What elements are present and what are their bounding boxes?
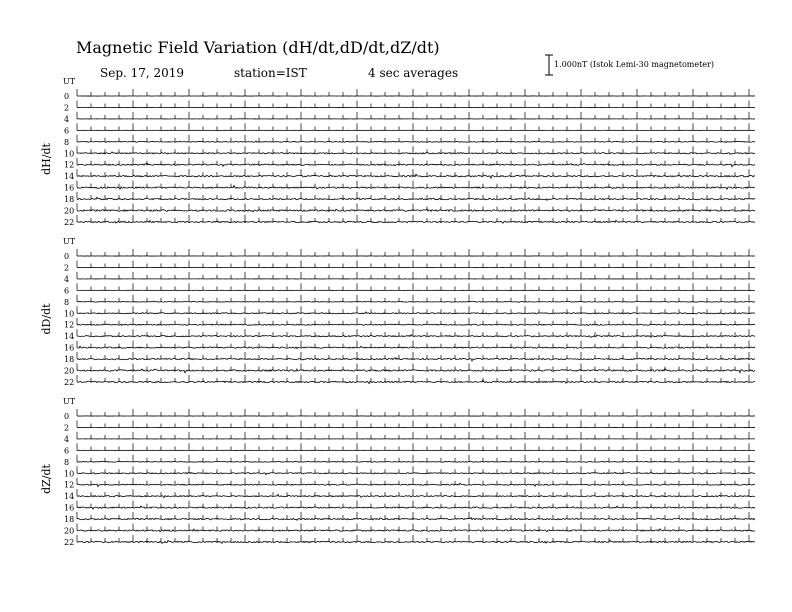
- hour-label: 12: [64, 160, 75, 170]
- averaging-label: 4 sec averages: [368, 66, 459, 80]
- hour-label: 4: [64, 274, 70, 284]
- time-ticks: [77, 501, 749, 508]
- chart-title: Magnetic Field Variation (dH/dt,dD/dt,dZ/dt): [76, 38, 440, 57]
- ut-label: UT: [63, 237, 76, 246]
- time-ticks: [77, 272, 749, 279]
- time-ticks: [77, 295, 749, 302]
- time-ticks: [77, 432, 749, 439]
- date-label: Sep. 17, 2019: [100, 66, 185, 80]
- ut-label: UT: [63, 77, 76, 86]
- time-ticks: [77, 443, 749, 450]
- trace-line: [77, 461, 755, 462]
- trace-line: [77, 358, 755, 361]
- hour-label: 8: [64, 137, 70, 147]
- time-ticks: [77, 524, 749, 531]
- trace-line: [77, 540, 755, 543]
- hour-label: 8: [64, 457, 70, 467]
- time-ticks: [77, 455, 749, 462]
- trace-line: [77, 163, 755, 166]
- hour-label: 4: [64, 434, 70, 444]
- time-ticks: [77, 192, 749, 199]
- time-ticks: [77, 409, 749, 416]
- trace-line: [77, 529, 755, 532]
- hour-label: 14: [64, 332, 75, 342]
- time-ticks: [77, 112, 749, 119]
- hour-label: 22: [64, 377, 75, 387]
- time-ticks: [77, 375, 749, 382]
- trace-line: [77, 312, 755, 314]
- time-ticks: [77, 215, 749, 222]
- hour-label: 2: [64, 423, 70, 433]
- hour-label: 16: [64, 343, 75, 353]
- time-ticks: [77, 135, 749, 142]
- trace-line: [77, 324, 755, 325]
- trace-line: [77, 186, 755, 190]
- scale-label: 1.000nT (Istok Lemi-30 magnetometer): [554, 60, 714, 69]
- panel-label: dH/dt: [40, 143, 53, 175]
- scale-bar: [545, 55, 553, 75]
- trace-line: [77, 346, 755, 349]
- hour-label: 20: [64, 206, 75, 216]
- hour-label: 10: [64, 149, 75, 159]
- hour-label: 12: [64, 480, 75, 490]
- hour-label: 6: [64, 446, 70, 456]
- hour-label: 12: [64, 320, 75, 330]
- time-ticks: [77, 341, 749, 348]
- time-ticks: [77, 466, 749, 473]
- hour-label: 20: [64, 366, 75, 376]
- trace-line: [77, 141, 755, 143]
- hour-label: 6: [64, 286, 70, 296]
- trace-line: [77, 209, 755, 212]
- time-ticks: [77, 260, 749, 267]
- trace-line: [77, 174, 755, 178]
- trace-line: [77, 335, 755, 338]
- time-ticks: [77, 158, 749, 165]
- panel-dhdt: [40, 77, 755, 227]
- time-ticks: [77, 489, 749, 496]
- hour-label: 16: [64, 183, 75, 193]
- station-label: station=IST: [234, 66, 307, 80]
- hour-label: 18: [64, 195, 75, 205]
- hour-label: 18: [64, 355, 75, 365]
- hour-label: 16: [64, 503, 75, 513]
- ut-label: UT: [63, 397, 76, 406]
- hour-label: 0: [64, 92, 70, 101]
- time-ticks: [77, 249, 749, 256]
- hour-label: 14: [64, 492, 75, 502]
- time-ticks: [77, 364, 749, 371]
- time-ticks: [77, 204, 749, 211]
- trace-line: [77, 483, 755, 486]
- hour-label: 8: [64, 297, 70, 307]
- panel-label: dD/dt: [40, 303, 53, 335]
- hour-label: 14: [64, 172, 75, 182]
- trace-line: [77, 368, 755, 372]
- time-ticks: [77, 535, 749, 542]
- hour-label: 10: [64, 309, 75, 319]
- time-ticks: [77, 146, 749, 153]
- trace-line: [77, 152, 755, 154]
- hour-label: 18: [64, 515, 75, 525]
- trace-line: [77, 380, 755, 384]
- trace-line: [77, 518, 755, 521]
- hour-label: 22: [64, 217, 75, 227]
- trace-line: [77, 472, 755, 475]
- time-ticks: [77, 512, 749, 519]
- panel-dddt: [40, 237, 755, 387]
- time-ticks: [77, 100, 749, 107]
- trace-line: [77, 220, 755, 223]
- trace-line: [77, 301, 755, 303]
- trace-line: [77, 197, 755, 200]
- hour-label: 6: [64, 126, 70, 136]
- time-ticks: [77, 169, 749, 176]
- time-ticks: [77, 283, 749, 290]
- time-ticks: [77, 420, 749, 427]
- time-ticks: [77, 123, 749, 130]
- time-ticks: [77, 352, 749, 359]
- time-ticks: [77, 89, 749, 96]
- hour-label: 0: [64, 412, 70, 421]
- panel-dzdt: [40, 397, 755, 547]
- time-ticks: [77, 306, 749, 313]
- panel-label: dZ/dt: [40, 464, 53, 494]
- hour-label: 2: [64, 103, 70, 113]
- hour-label: 4: [64, 114, 70, 124]
- hour-label: 0: [64, 252, 70, 261]
- time-ticks: [77, 318, 749, 325]
- hour-label: 22: [64, 537, 75, 547]
- hour-label: 10: [64, 469, 75, 479]
- hour-label: 20: [64, 526, 75, 536]
- trace-line: [77, 494, 755, 497]
- time-ticks: [77, 181, 749, 188]
- trace-line: [77, 506, 755, 509]
- hour-label: 2: [64, 263, 70, 273]
- time-ticks: [77, 478, 749, 485]
- time-ticks: [77, 329, 749, 336]
